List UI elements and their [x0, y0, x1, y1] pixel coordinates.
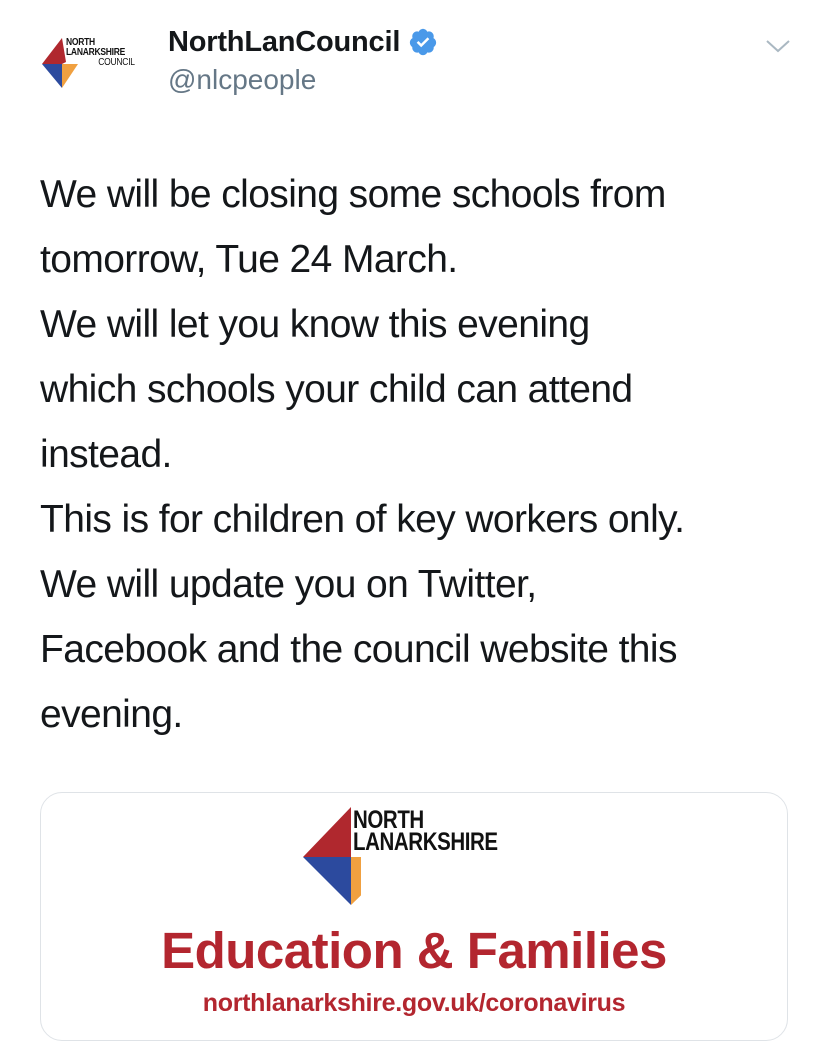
tweet-text: [40, 162, 800, 747]
author-info: [168, 24, 438, 98]
tweet-text-line: tomorrow, Tue 24 March.: [40, 238, 458, 281]
author-handle[interactable]: @nlcpeople: [168, 64, 317, 95]
tweet-text-line: evening.: [40, 693, 183, 736]
tweet-text-line: We will let you know this evening: [40, 303, 590, 346]
card-logo-text: NORTH LANARKSHIRE: [353, 806, 498, 856]
tweet-text-line: This is for children of key workers only.: [40, 498, 685, 541]
tweet-text-line: instead.: [40, 433, 172, 476]
display-name-row[interactable]: [168, 24, 438, 60]
tweet-text-line: We will be closing some schools from: [40, 173, 666, 216]
media-title: Education & Families: [161, 922, 667, 979]
tweet-text-line: which schools your child can attend: [40, 368, 633, 411]
avatar-logo-text: NORTH LANARKSHIRE COUNCIL: [66, 37, 135, 68]
tweet-menu-button[interactable]: [764, 36, 792, 56]
avatar[interactable]: [38, 30, 154, 94]
tweet-text-line: We will update you on Twitter,: [40, 563, 537, 606]
tweet-header: [0, 0, 814, 120]
display-name[interactable]: NorthLanCouncil: [168, 26, 401, 58]
tweet-media-image[interactable]: [40, 792, 788, 1041]
chevron-down-icon: [764, 36, 792, 56]
north-lanarkshire-logo: [301, 805, 521, 907]
media-url: northlanarkshire.gov.uk/coronavirus: [202, 989, 626, 1017]
verified-badge-icon: [408, 27, 438, 57]
tweet-text-line: Facebook and the council website this: [40, 628, 677, 671]
council-star-logo-icon: [301, 805, 361, 907]
